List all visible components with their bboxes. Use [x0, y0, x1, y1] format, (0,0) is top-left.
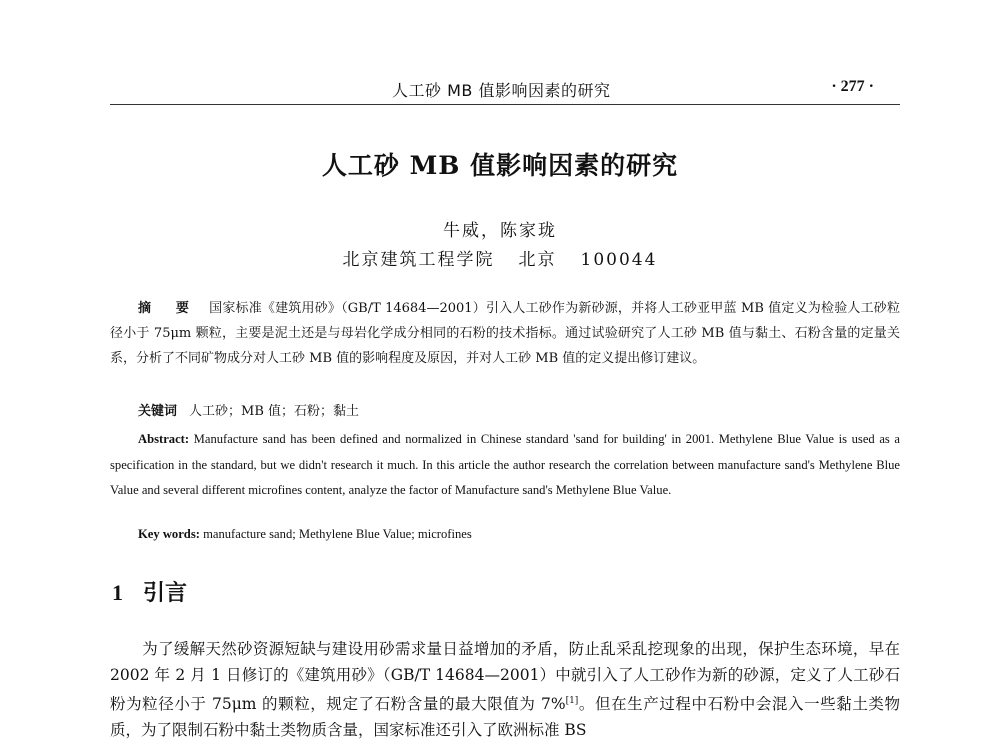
keywords-english-label: Key words:	[138, 527, 200, 541]
abstract-chinese	[110, 296, 900, 371]
keywords-chinese	[138, 400, 898, 419]
abstract-chinese-text: 国家标准《建筑用砂》（GB/T 14684—2001）引入人工砂作为新砂源，并将人工砂亚甲蓝 MB 值定义为检验人工砂粒径小于 75μm 颗粒，主要是泥土还是与母岩化学成分相同的石粉的技术指标。通过试验研究了人工砂 MB 值与黏土、石粉含量的定量关系，分析了不同矿物成分对人工砂 MB 值的影响程度及原因，并对人工砂 MB 值的定义提出修订建议。	[110, 301, 900, 366]
section-heading	[112, 576, 187, 607]
affiliation-city: 北京	[518, 250, 557, 270]
running-head	[110, 74, 900, 105]
keywords-english	[138, 527, 898, 542]
citation-reference[interactable]: [1]	[565, 696, 579, 706]
article-authors: 牛威，陈家珑	[443, 221, 557, 241]
page-number: · 277 ·	[831, 78, 874, 95]
keywords-chinese-label: 关键词	[138, 404, 178, 419]
section-number: 1	[112, 580, 123, 605]
keywords-english-text: manufacture sand; Methylene Blue Value; microfines	[203, 527, 472, 541]
abstract-english	[110, 427, 900, 504]
keywords-chinese-text: 人工砂；MB 值；石粉；黏土	[189, 404, 360, 419]
abstract-english-text: Manufacture sand has been defined and normalized in Chinese standard 'sand for building' in 2001. Methylene Blue Value is used as a specification in the standard, but we didn't research it much. In this article the author research the correlation between manufacture sand's Methylene Blue Value and several different microfines content, analyze the factor of Manufacture sand's Methylene Blue Value.	[110, 432, 900, 497]
article-affiliation	[0, 245, 1000, 270]
affiliation-postcode: 100044	[580, 250, 658, 270]
abstract-english-label: Abstract:	[138, 432, 190, 446]
paragraph-text-part2: 。但在生产过程中石粉中会混入一些黏土类物质，为了限制石粉中黏土类物质含量，国家标准还引入了欧洲标准 BS	[110, 695, 900, 739]
abstract-chinese-label: 摘 要	[138, 301, 200, 316]
running-head-title: 人工砂 MB 值影响因素的研究	[392, 81, 611, 100]
body-paragraph	[110, 636, 900, 743]
affiliation-institution: 北京建筑工程学院	[342, 250, 495, 270]
article-title: 人工砂 MB 值影响因素的研究	[321, 151, 679, 180]
paragraph-text-part1: 为了缓解天然砂资源短缺与建设用砂需求量日益增加的矛盾，防止乱采乱挖现象的出现，保护生态环境，早在 2002 年 2 月 1 日修订的《建筑用砂》（GB/T 14684—2001）中就引入了人工砂作为新的砂源，定义了人工砂石粉为粒径小于 75μm 的颗粒，规定了石粉含量的最大限值为 7%	[110, 640, 900, 713]
section-title: 引言	[143, 581, 188, 606]
